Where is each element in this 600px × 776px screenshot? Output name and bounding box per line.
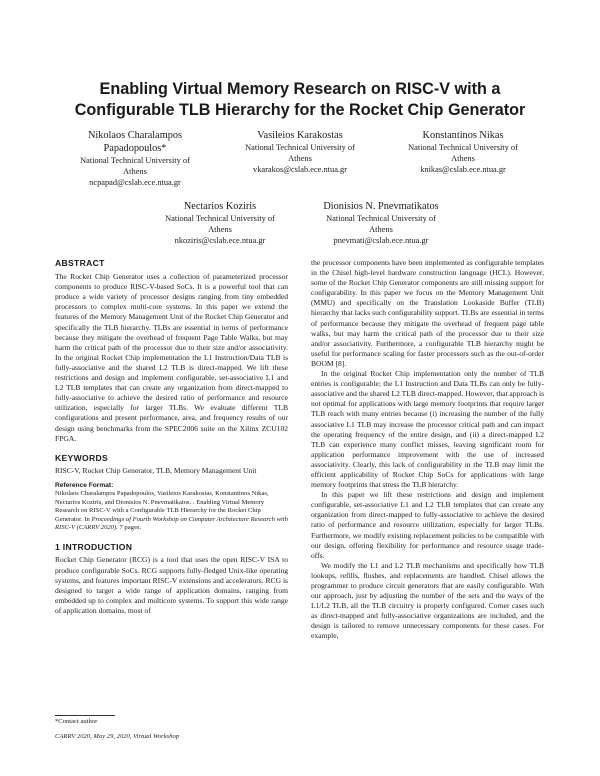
reference-text: Nikolaos Charalampos Papadopoulos, Vasileios Karakostas, Konstantinos Nikas, Nectarios Koziris, and Dionisios N. Pnevmatikatos. . Enabling Virtual Memory Research on RISC-V with a Configurable TLB Hierarchy for the Rocket Chip Generator. In	[55, 490, 269, 523]
keywords-heading: KEYWORDS	[55, 452, 109, 463]
abstract-text: The Rocket Chip Generator uses a collection of parameterized processor components to produce RISC-V-based SoCs. It is a powerful tool that can produce a wide variety of processor designs ranging from tiny embedded processors to complex multi-core systems. In this paper we extend the features of the Memory Management Unit of the Rocket Chip Generator and specifically the TLB hierarchy. TLBs are essential in terms of performance because they mitigate the overhead of frequent Page Table Walks, but may harm the critical path of the processor due to their size and/or associativity. In the original Rocket Chip implementation the L1 Instruction/Data TLB is fully-associative and the shared L2 TLB is direct-mapped. We lift these restrictions and design and implement configurable, set-associative L1 and L2 TLB templates that can create any organization from direct-mapped to fully-associative to achieve the desired ratio of performance and resource utilization, especially for larger TLBs. We evaluate different TLB configurations and present performance, area, and frequency results of our design using benchmarks from the SPEC2006 suite on the Xilinx ZCU102 FPGA.	[55, 272, 288, 443]
paragraph: In this paper we lift these restrictions and design and implement configurable, set-associative L1 and L2 TLB templates that can create any organization from direct-mapped to fully-associative to achieve the desired ratio of performance and resource utilization, especially for larger TLBs. Furthermore, we modify existing replacement policies to be compatible with our design, offering flexibility for performance and resource usage trade-offs.	[311, 490, 544, 560]
author-affiliation: National Technical University of	[245, 143, 355, 152]
footnote-block	[55, 715, 288, 726]
footnote-rule	[55, 715, 115, 716]
author-affiliation: National Technical University of	[80, 156, 190, 165]
paragraph: the processor components have been implemented as configurable templates in the Chisel high-level hardware construction language (HCL). However, some of the Rocket Chip Generator components are still missing support for configurability. In this paper we focus on the Memory Management Unit (MMU) and specifically on the Translation Lookaside Buffer (TLB) hierarchy that lacks such configurability support. TLBs are essential in terms of performance because they mitigate the overhead of frequent page table walks, but may harm the critical path of the processor due to their size and/or associativity. Furthermore, a configurable TLB hierarchy might be useful for performance scaling for faster processors such as the out-of-order BOOM [8].	[311, 258, 544, 368]
author-affiliation-line2: Athens	[123, 167, 147, 176]
paragraph: We modify the L1 and L2 TLB mechanisms and specifically how TLB lookups, refills, flushes, and replacements are handled. Chisel allows the programmer to produce circuit generators that are easily configurable. With our approach, just by adjusting the number of the sets and the ways of the L1/L2 TLB, all the TLB circuitry is properly configured. Corner cases such as direct-mapped and fully-associative organizations are included, and the design is tailored to remove unnecessary components for these cases. For example,	[311, 560, 544, 641]
author-email: pnevmati@cslab.ece.ntua.gr	[333, 236, 429, 245]
reference-venue: Proceedings of Fourth Workshop on Computer Architecture Research with RISC-V (CARRV 2020).	[55, 515, 288, 531]
keywords-text: RISC-V, Rocket Chip Generator, TLB, Memory Management Unit	[55, 465, 257, 475]
footnote: *Contact author	[55, 718, 98, 725]
author-email: ncpapad@cslab.ece.ntua.gr	[89, 178, 181, 187]
author-affiliation-line2: Athens	[288, 154, 312, 163]
venue-footer: CARRV 2020, May 29, 2020, Virtual Workshop	[55, 733, 180, 740]
author-affiliation-line2: Athens	[208, 225, 232, 234]
author-name: Nikolaos Charalampos	[87, 130, 183, 141]
author-name: Nectarios Koziris	[183, 201, 257, 212]
author-email: nkoziris@cslab.ece.ntua.gr	[174, 236, 266, 245]
author-affiliation: National Technical University of	[165, 214, 275, 223]
left-column	[55, 258, 288, 616]
author-email: knikas@cslab.ece.ntua.gr	[420, 165, 506, 174]
author-affiliation: National Technical University of	[326, 214, 436, 223]
title-line-1: Enabling Virtual Memory Research on RISC-V with a	[99, 80, 501, 98]
abstract-heading: ABSTRACT	[55, 258, 105, 268]
author-name-line2: Papadopoulos*	[103, 143, 167, 154]
intro-heading: 1 INTRODUCTION	[55, 542, 133, 553]
author-email: vkarakos@cslab.ece.ntua.gr	[253, 165, 347, 174]
right-column	[311, 258, 544, 642]
author-name: Vasileios Karakostas	[257, 130, 343, 141]
author-affiliation: National Technical University of	[408, 143, 518, 152]
author-affiliation-line2: Athens	[451, 154, 475, 163]
author-block	[388, 129, 538, 175]
paper-title	[40, 79, 560, 121]
author-affiliation-line2: Athens	[369, 225, 393, 234]
paragraph: In the original Rocket Chip implementation only the number of TLB entries is configurable; the L1 Instruction and Data TLBs can only be fully-associative and the shared L2 TLB direct-mapped. However, that approach is not optimal for applications with large memory footprints that require larger TLB reach with many entries because (i) increasing the number of the fully associative L1 TLB may increase the processor critical path and can impact the operating frequency of the entire design, and (ii) a direct-mapped L2 TLB can experience many conflict misses, leaving significant room for application performance improvement with the use of increased associativity. Clearly, this lack of configurability in the TLB may limit the efficient applicability of Rocket Chip SoCs for applications with large memory footprints that stress the TLB hierarchy.	[311, 369, 545, 490]
author-block	[145, 200, 295, 246]
intro-text: Rocket Chip Generator (RCG) is a tool that uses the open RISC-V ISA to produce configurable SoCs. RCG supports fully-fledged Unix-like operating systems, and features important RISC-V extensions and accelerators. RCG is designed to target a wide range of application domains, ranging from embedded up to complex and multicore systems. To support this wide range of application domains, most of	[55, 555, 288, 615]
author-name: Konstantinos Nikas	[422, 130, 504, 141]
author-block	[306, 200, 456, 246]
author-block	[225, 129, 375, 175]
reference-pages: 7 pages.	[119, 523, 142, 531]
author-name: Dionisios N. Pnevmatikatos	[323, 201, 439, 212]
title-line-2: Configurable TLB Hierarchy for the Rocket Chip Generator	[74, 101, 526, 119]
author-block	[60, 129, 210, 188]
reference-format	[55, 482, 288, 532]
reference-label: Reference Format:	[55, 481, 114, 489]
